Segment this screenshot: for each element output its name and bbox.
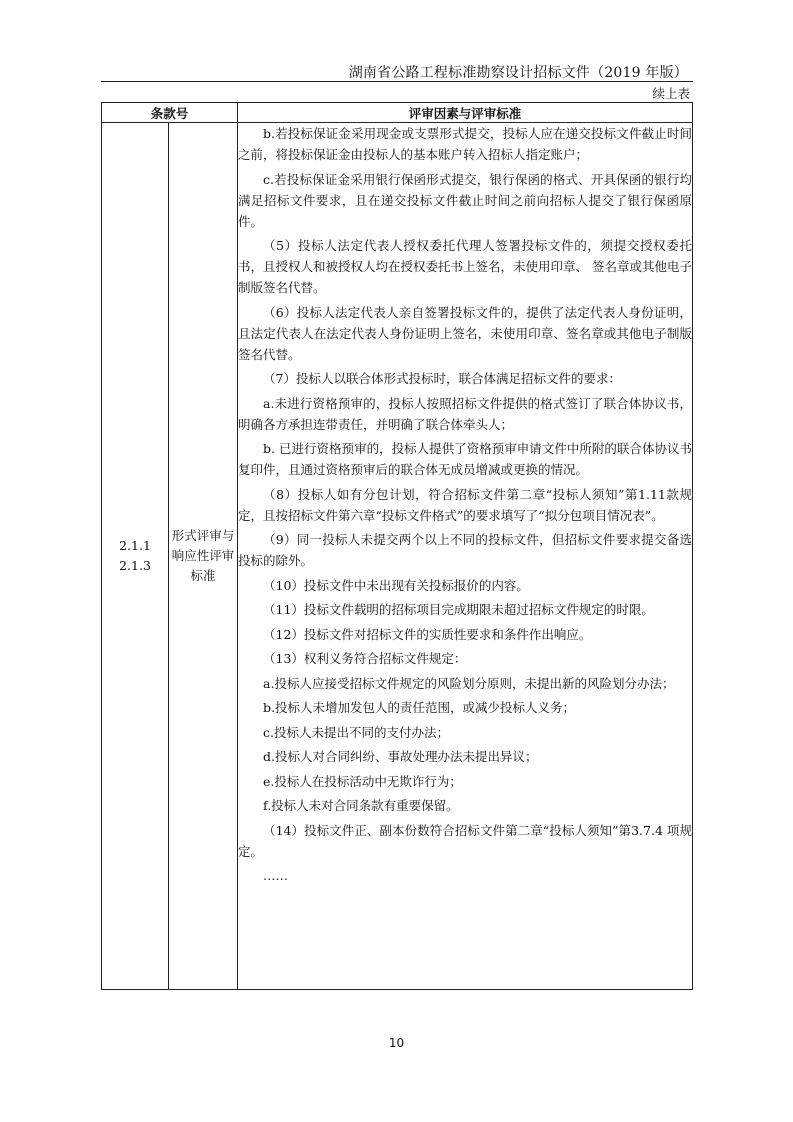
criteria-paragraph: e.投标人在投标活动中无欺诈行为； [263, 773, 462, 789]
column-header-criteria: 评审因素与评审标准 [238, 103, 693, 123]
clause-number: 2.1.1 [119, 538, 151, 553]
criteria-paragraph: b. 已进行资格预审的，投标人提供了资格预审申请文件中所附的联合体协议书复印件，且通过资格预审后的联合体无成员增减或更换的情况。 [238, 441, 692, 477]
criteria-paragraph: （14）投标文件正、副本份数符合招标文件第二章“投标人须知”第3.7.4 项规定。 [238, 822, 692, 859]
criteria-paragraph: （5）投标人法定代表人授权委托代理人签署投标文件的，须提交授权委托书，且授权人和被授权人均在授权委托书上签名，未使用印章、 签名章或其他电子制版签名代替。 [238, 238, 692, 295]
criteria-paragraph: （9）同一投标人未提交两个以上不同的投标文件，但招标文件要求提交备选投标的除外。 [238, 532, 692, 568]
clause-cell [102, 123, 169, 990]
criteria-paragraph: （7）投标人以联合体形式投标时，联合体满足招标文件的要求： [263, 371, 621, 386]
criteria-paragraph: （12）投标文件对招标文件的实质性要求和条件作出响应。 [263, 626, 592, 642]
criteria-table [101, 102, 693, 990]
clause-number: 2.1.3 [119, 558, 151, 573]
criteria-paragraph: b.投标人未增加发包人的责任范围，或减少投标人义务； [263, 700, 575, 715]
factor-cell: 形式评审与响应性评审标准 [169, 123, 238, 990]
column-header-clause: 条款号 [102, 103, 238, 123]
header-rule [101, 81, 693, 82]
table-row [102, 123, 693, 990]
document-title: 湖南省公路工程标准勘察设计招标文件（2019 年版） [348, 65, 688, 81]
criteria-paragraph: a.未进行资格预审的，投标人按照招标文件提供的格式签订了联合体协议书，明确各方承担连带责任，并明确了联合体牵头人； [238, 395, 692, 432]
criteria-paragraph: （8）投标人如有分包计划，符合招标文件第二章“投标人须知”第1.11款规定，且按招标文件第六章“投标文件格式”的要求填写了“拟分包项目情况表”。 [238, 486, 692, 523]
criteria-paragraph: （10）投标文件中未出现有关投标报价的内容。 [263, 577, 529, 593]
criteria-paragraph: （6）投标人法定代表人亲自签署投标文件的，提供了法定代表人身份证明，且法定代表人在法定代表人身份证明上签名，未使用印章、签名章或其他电子制版签名代替。 [238, 304, 692, 362]
criteria-paragraph: c.若投标保证金采用银行保函形式提交，银行保函的格式、开具保函的银行均满足招标文件要求，且在递交投标文件截止时间之前向招标人提交了银行保函原件。 [238, 171, 692, 229]
criteria-paragraph: b.若投标保证金采用现金或支票形式提交，投标人应在递交投标文件截止时间之前，将投标保证金由投标人的基本账户转入招标人指定账户； [238, 126, 692, 162]
criteria-paragraph: a.投标人应接受招标文件规定的风险划分原则，未提出新的风险划分办法； [263, 675, 675, 691]
continued-label: 续上表 [652, 86, 690, 101]
criteria-paragraph: f.投标人未对合同条款有重要保留。 [263, 798, 459, 813]
criteria-paragraph: （13）权利义务符合招标文件规定： [263, 651, 467, 666]
criteria-paragraph: d.投标人对合同纠纷、事故处理办法未提出异议； [263, 749, 538, 764]
page-number: 10 [388, 1036, 405, 1050]
criteria-paragraph: （11）投标文件载明的招标项目完成期限未超过招标文件规定的时限。 [263, 602, 654, 617]
criteria-paragraph: c.投标人未提出不同的支付办法； [263, 724, 449, 740]
table-header-row [102, 103, 693, 123]
continuation-ellipsis: …… [263, 868, 289, 883]
criteria-cell [238, 123, 693, 990]
